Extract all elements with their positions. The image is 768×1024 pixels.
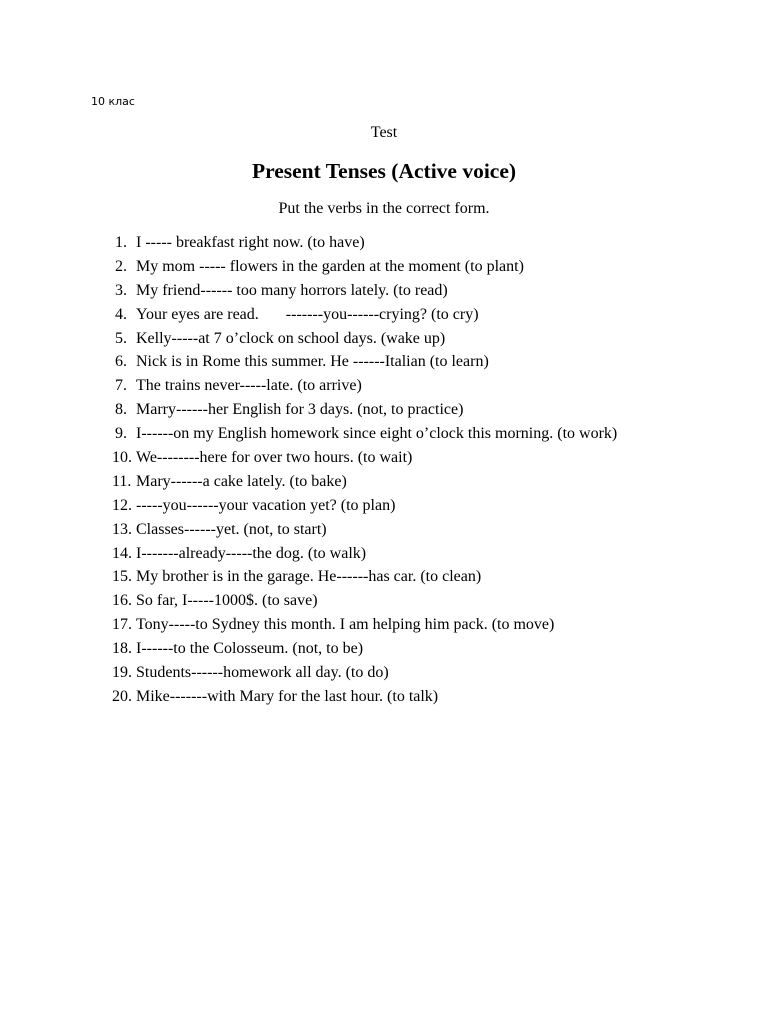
item-text: Students------homework all day. (to do) — [136, 664, 389, 682]
item-text: Your eyes are read. — [136, 305, 259, 323]
item-text-wrapper — [136, 303, 479, 327]
item-text: My friend------ too many horrors lately. (to read) — [136, 281, 448, 299]
item-text: Tony-----to Sydney this month. I am helping him pack. (to move) — [136, 616, 555, 634]
list-item — [0, 446, 768, 470]
list-item — [0, 327, 768, 351]
item-number: 7. — [115, 377, 127, 395]
list-item — [0, 542, 768, 566]
list-item — [0, 685, 768, 709]
list-item — [0, 303, 768, 327]
list-item — [0, 279, 768, 303]
item-number: 5. — [115, 329, 127, 347]
grade-label: 10 клас — [91, 95, 135, 108]
list-item — [0, 470, 768, 494]
list-item — [0, 350, 768, 374]
item-number: 9. — [115, 425, 127, 443]
item-text: I------on my English homework since eight o’clock this morning. (to work) — [136, 425, 618, 443]
list-item — [0, 661, 768, 685]
list-item — [0, 518, 768, 542]
item-number: 19. — [112, 664, 132, 682]
item-number: 3. — [115, 281, 127, 299]
item-text: The trains never-----late. (to arrive) — [136, 377, 362, 395]
item-text: Classes------yet. (not, to start) — [136, 520, 327, 538]
list-item — [0, 589, 768, 613]
item-number: 6. — [115, 353, 127, 371]
item-text: My brother is in the garage. He------has car. (to clean) — [136, 568, 482, 586]
page-title: Present Tenses (Active voice) — [251, 159, 517, 183]
item-number: 11. — [112, 472, 132, 490]
list-item — [0, 398, 768, 422]
item-number: 17. — [112, 616, 132, 634]
list-item — [0, 231, 768, 255]
item-number: 16. — [112, 592, 132, 610]
list-item — [0, 565, 768, 589]
list-item — [0, 637, 768, 661]
item-number: 8. — [115, 401, 127, 419]
item-text: Mike-------with Mary for the last hour. (to talk) — [136, 687, 439, 705]
item-number: 4. — [115, 305, 127, 323]
instruction-text: Put the verbs in the correct form. — [278, 200, 490, 217]
item-text: Nick is in Rome this summer. He ------Italian (to learn) — [136, 353, 489, 371]
list-item — [0, 374, 768, 398]
item-text-continued: -------you------crying? (to cry) — [285, 305, 479, 323]
item-text: We--------here for over two hours. (to wait) — [136, 449, 413, 467]
item-number: 12. — [112, 496, 132, 514]
item-text: I-------already-----the dog. (to walk) — [136, 544, 367, 562]
item-text: Mary------a cake lately. (to bake) — [136, 472, 347, 490]
list-item — [0, 494, 768, 518]
item-text: I------to the Colosseum. (not, to be) — [136, 640, 364, 658]
item-number: 20. — [112, 687, 132, 705]
list-item — [0, 613, 768, 637]
item-number: 15. — [112, 568, 132, 586]
item-number: 2. — [115, 257, 127, 275]
list-item — [0, 255, 768, 279]
item-number: 1. — [115, 234, 127, 251]
item-text: Kelly-----at 7 o’clock on school days. (wake up) — [136, 329, 446, 347]
exercise-list — [0, 231, 768, 709]
list-item — [0, 422, 768, 446]
item-text: Marry------her English for 3 days. (not, to practice) — [136, 401, 464, 419]
item-number: 10. — [112, 449, 132, 467]
item-text: I ----- breakfast right now. (to have) — [136, 234, 365, 251]
item-text: My mom ----- flowers in the garden at the moment (to plant) — [136, 257, 524, 275]
item-number: 18. — [112, 640, 132, 658]
item-text: -----you------your vacation yet? (to plan) — [136, 496, 396, 514]
test-subtitle: Test — [370, 124, 398, 141]
item-number: 13. — [112, 520, 132, 538]
item-text: So far, I-----1000$. (to save) — [136, 592, 318, 610]
item-number: 14. — [112, 544, 132, 562]
